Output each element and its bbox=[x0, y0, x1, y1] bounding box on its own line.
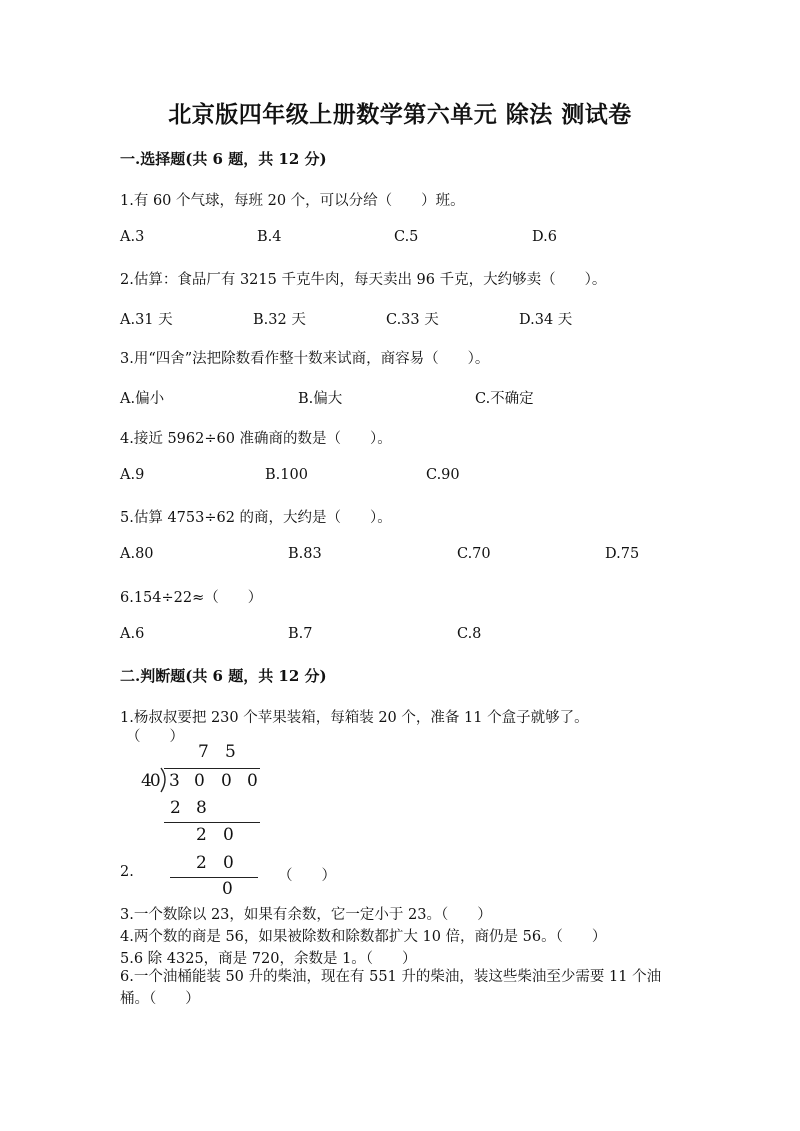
step-digit: 8 bbox=[196, 798, 207, 818]
dividend-digit: 0 bbox=[194, 771, 205, 791]
judgement-6: 6.一个油桶能装 50 升的柴油，现在有 551 升的柴油，装这些柴油至少需要 11 个油桶。（ ） bbox=[120, 969, 662, 1007]
quotient-digit: 5 bbox=[225, 742, 236, 762]
step-digit: 0 bbox=[223, 853, 234, 873]
answer-blank[interactable]: （ ） bbox=[278, 868, 336, 884]
question-2-options bbox=[120, 308, 680, 328]
option-b[interactable]: B.偏大 bbox=[298, 391, 343, 407]
option-b[interactable]: B.32 天 bbox=[253, 312, 306, 328]
option-d[interactable]: D.6 bbox=[532, 229, 557, 245]
option-a[interactable]: A.3 bbox=[120, 229, 145, 245]
option-c[interactable]: C.不确定 bbox=[475, 391, 534, 407]
quotient-digit: 7 bbox=[198, 742, 209, 762]
option-c[interactable]: C.5 bbox=[394, 229, 419, 245]
section-heading-judgement: 二.判断题(共 6 题，共 12 分) bbox=[120, 667, 327, 685]
step-line bbox=[170, 877, 258, 878]
option-c[interactable]: C.70 bbox=[457, 546, 491, 562]
question-5-options bbox=[120, 546, 680, 566]
option-b[interactable]: B.83 bbox=[288, 546, 322, 562]
dividend-digit: 0 bbox=[221, 771, 232, 791]
option-a[interactable]: A.31 天 bbox=[120, 312, 173, 328]
option-a[interactable]: A.9 bbox=[120, 467, 145, 483]
answer-blank[interactable]: （ ） bbox=[126, 729, 184, 745]
section-heading-choice: 一.选择题(共 6 题，共 12 分) bbox=[120, 150, 327, 168]
dividend-digit: 0 bbox=[247, 771, 258, 791]
judgement-1: 1.杨叔叔要把 230 个苹果装箱，每箱装 20 个，准备 11 个盒子就够了。 bbox=[120, 710, 589, 726]
option-b[interactable]: B.4 bbox=[257, 229, 282, 245]
option-d[interactable]: D.75 bbox=[605, 546, 640, 562]
option-c[interactable]: C.8 bbox=[457, 626, 482, 642]
divisor: 40 bbox=[141, 771, 159, 791]
step-digit: 0 bbox=[223, 825, 234, 845]
step-digit: 2 bbox=[196, 825, 207, 845]
option-a[interactable]: A.6 bbox=[120, 626, 145, 642]
question-4: 4.接近 5962÷60 准确商的数是（ ）。 bbox=[120, 431, 392, 447]
option-c[interactable]: C.90 bbox=[426, 467, 460, 483]
question-4-options bbox=[120, 467, 680, 487]
question-2: 2.估算：食品厂有 3215 千克牛肉，每天卖出 96 千克，大约够卖（ ）。 bbox=[120, 272, 607, 288]
step-digit: 2 bbox=[170, 798, 181, 818]
long-division-figure bbox=[128, 742, 388, 902]
question-6-options bbox=[120, 626, 680, 646]
page-title: 北京版四年级上册数学第六单元 除法 测试卷 bbox=[168, 101, 632, 128]
dividend-digit: 3 bbox=[169, 771, 180, 791]
question-1: 1.有 60 个气球，每班 20 个，可以分给（ ）班。 bbox=[120, 193, 465, 209]
judgement-4: 4.两个数的商是 56，如果被除数和除数都扩大 10 倍，商仍是 56。（ ） bbox=[120, 929, 607, 945]
remainder: 0 bbox=[222, 879, 233, 899]
option-b[interactable]: B.100 bbox=[265, 467, 308, 483]
question-3-options bbox=[120, 387, 680, 407]
step-line bbox=[164, 822, 260, 823]
option-a[interactable]: A.偏小 bbox=[120, 391, 165, 407]
question-6: 6.154÷22≈（ ） bbox=[120, 590, 263, 606]
question-1-options bbox=[120, 229, 680, 249]
option-d[interactable]: D.34 天 bbox=[519, 312, 573, 328]
question-3: 3.用“四舍”法把除数看作整十数来试商，商容易（ ）。 bbox=[120, 351, 490, 367]
judgement-5: 5.6 除 4325，商是 720，余数是 1。（ ） bbox=[120, 951, 417, 967]
question-5: 5.估算 4753÷62 的商，大约是（ ）。 bbox=[120, 510, 392, 526]
division-bar bbox=[164, 768, 260, 769]
judgement-2-number: 2. bbox=[120, 864, 134, 880]
option-b[interactable]: B.7 bbox=[288, 626, 313, 642]
judgement-3: 3.一个数除以 23，如果有余数，它一定小于 23。（ ） bbox=[120, 907, 492, 923]
step-digit: 2 bbox=[196, 853, 207, 873]
option-a[interactable]: A.80 bbox=[120, 546, 154, 562]
option-c[interactable]: C.33 天 bbox=[386, 312, 439, 328]
